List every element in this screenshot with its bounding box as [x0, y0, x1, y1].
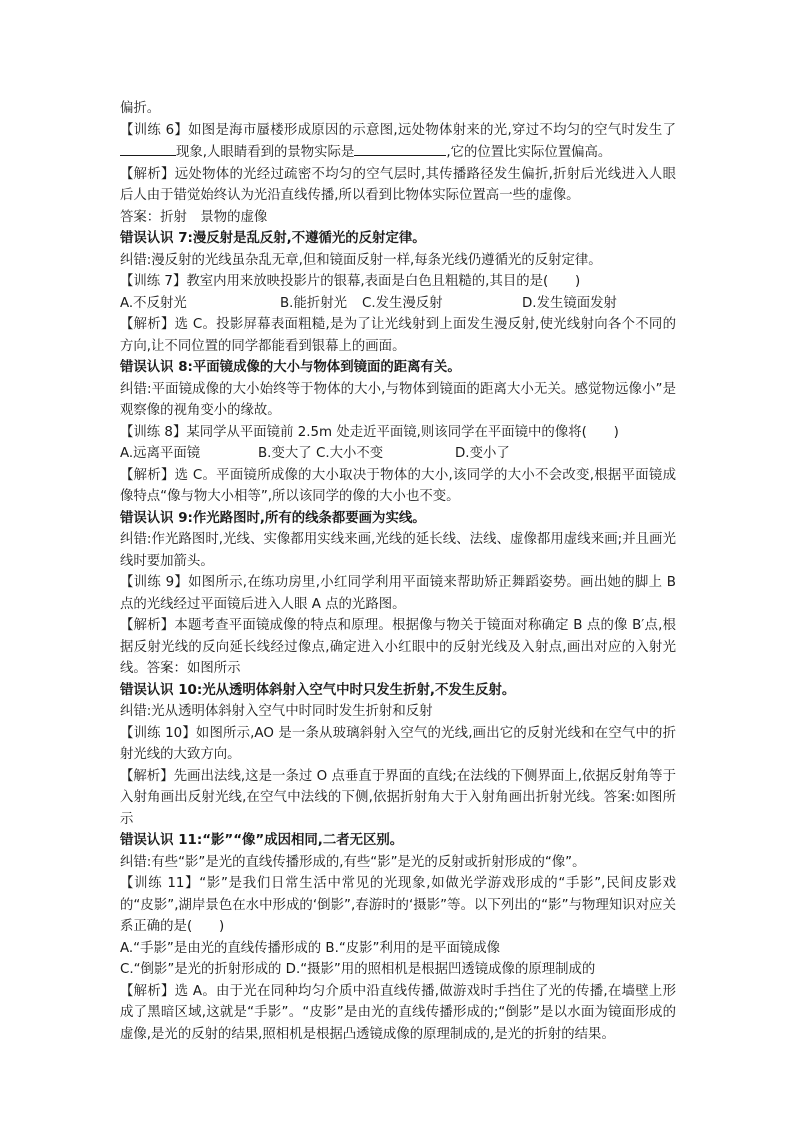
exercise-9-question: 【训练 9】如图所示,在练功房里,小红同学利用平面镜来帮助矫正舞蹈姿势。画出她的脚上 B 点的光线经过平面镜后进入人眼 A 点的光路图。 — [120, 575, 676, 612]
option-b: B.变大了 — [258, 446, 312, 461]
option-a: A.不反射光 — [120, 295, 187, 311]
misconception-10-title: 错误认识 10:光从透明体斜射入空气中时只发生折射,不发生反射。 — [120, 682, 516, 698]
exercise-9-analysis: 【解析】本题考查平面镜成像的特点和原理。根据像与物关于镜面对称确定 B 点的像 B′点,根据反射光线的反向延长线经过像点,确定进入小红眼中的反射光线及入射点,画出对应的入射光线。答案：如图所示 — [120, 618, 676, 676]
answer-blank-2[interactable] — [354, 141, 446, 156]
exercise-11-options-ab: A.“手影”是由光的直线传播形成的 B.“皮影”利用的是平面镜成像 — [120, 940, 501, 956]
misconception-9-correction: 纠错:作光路图时,光线、实像都用实线来画,光线的延长线、法线、虚像都用虚线来画;并且画光线时要加箭头。 — [120, 532, 676, 569]
exercise-8-question: 【训练 8】某同学从平面镜前 2.5m 处走近平面镜,则该同学在平面镜中的像将( ) — [120, 424, 619, 440]
option-d: D.变小了 — [455, 446, 510, 461]
exercise-10-question: 【训练 10】如图所示,AO 是一条从玻璃斜射入空气的光线,画出它的反射光线和在空气中的折射光线的大致方向。 — [120, 725, 676, 762]
exercise-7-options — [120, 293, 676, 315]
exercise-7-analysis: 【解析】选 C。投影屏幕表面粗糙,是为了让光线射到上面发生漫反射,使光线射向各个不同的方向,让不同位置的同学都能看到银幕上的画面。 — [120, 317, 676, 354]
continued-text: 偏折。 — [120, 101, 161, 116]
exercise-6-text-c: ,它的位置比实际位置偏高。 — [446, 145, 612, 160]
option-c: C.大小不变 — [316, 446, 384, 461]
exercise-7-question: 【训练 7】教室内用来放映投影片的银幕,表面是白色且粗糙的,其目的是( ) — [120, 274, 581, 289]
misconception-8-title: 错误认识 8:平面镜成像的大小与物体到镜面的距离有关。 — [120, 360, 461, 375]
exercise-6-analysis: 【解析】远处物体的光经过疏密不均匀的空气层时,其传播路径发生偏折,折射后光线进入人眼后人由于错觉始终认为光沿直线传播,所以看到比物体实际位置高一些的虚像。 — [120, 166, 676, 203]
misconception-9-title: 错误认识 9:作光路图时,所有的线条都要画为实线。 — [120, 510, 426, 526]
exercise-6-question — [120, 120, 676, 164]
document-body — [120, 98, 676, 1045]
exercise-6-answer: 答案：折射 景物的虚像 — [120, 209, 268, 225]
option-b: B.能折射光 — [280, 295, 348, 311]
answer-blank-1[interactable] — [120, 141, 176, 156]
option-c: C.发生漫反射 — [362, 295, 443, 311]
exercise-8-analysis: 【解析】选 C。平面镜所成像的大小取决于物体的大小,该同学的大小不会改变,根据平面镜成像特点“像与物大小相等”,所以该同学的像的大小也不变。 — [120, 467, 676, 504]
misconception-7-title: 错误认识 7:漫反射是乱反射,不遵循光的反射定律。 — [120, 231, 426, 246]
exercise-6-text-b: 现象,人眼睛看到的景物实际是 — [176, 145, 355, 160]
misconception-11-title: 错误认识 11:“影”“像”成因相同,二者无区别。 — [120, 833, 404, 848]
exercise-11-analysis: 【解析】选 A。由于光在同种均匀介质中沿直线传播,做游戏时手挡住了光的传播,在墙壁上形成了黑暗区域,这就是“手影”。“皮影”是由光的直线传播形成的;“倒影”是以水面为镜面形成的虚像,是光的反射的结果,照相机是根据凸透镜成像的原理制成的,是光的折射的结果。 — [120, 983, 676, 1042]
option-a: A.远离平面镜 — [120, 446, 201, 461]
misconception-10-correction: 纠错:光从透明体斜射入空气中时同时发生折射和反射 — [120, 704, 433, 719]
exercise-11-options-cd: C.“倒影”是光的折射形成的 D.“摄影”用的照相机是根据凹透镜成像的原理制成的 — [120, 962, 596, 977]
option-d: D.发生镜面发射 — [522, 295, 617, 311]
exercise-6-text-a: 【训练 6】如图是海市蜃楼形成原因的示意图,远处物体射来的光,穿过不均匀的空气时发生了 — [120, 122, 676, 138]
misconception-8-correction: 纠错:平面镜成像的大小始终等于物体的大小,与物体到镜面的距离大小无关。感觉物远像小”是观察像的视角变小的缘故。 — [120, 381, 676, 418]
exercise-11-question: 【训练 11】“影”是我们日常生活中常见的光现象,如做光学游戏形成的“手影”,民间皮影戏的“皮影”,湖岸景色在水中形成的‘倒影”,春游时的‘摄影”等。以下列出的“影”与物理知识对应关系正确的是( ) — [120, 876, 676, 934]
exercise-10-analysis: 【解析】先画出法线,这是一条过 O 点垂直于界面的直线;在法线的下侧界面上,依据反射角等于入射角画出反射光线,在空气中法线的下侧,依据折射角大于入射角画出折射光线。答案:如图所示 — [120, 768, 676, 827]
exercise-8-options — [120, 443, 676, 465]
misconception-7-correction: 纠错:漫反射的光线虽杂乱无章,但和镜面反射一样,每条光线仍遵循光的反射定律。 — [120, 252, 602, 268]
misconception-11-correction: 纠错:有些“影”是光的直线传播形成的,有些“影”是光的反射或折射形成的“像”。 — [120, 854, 586, 870]
